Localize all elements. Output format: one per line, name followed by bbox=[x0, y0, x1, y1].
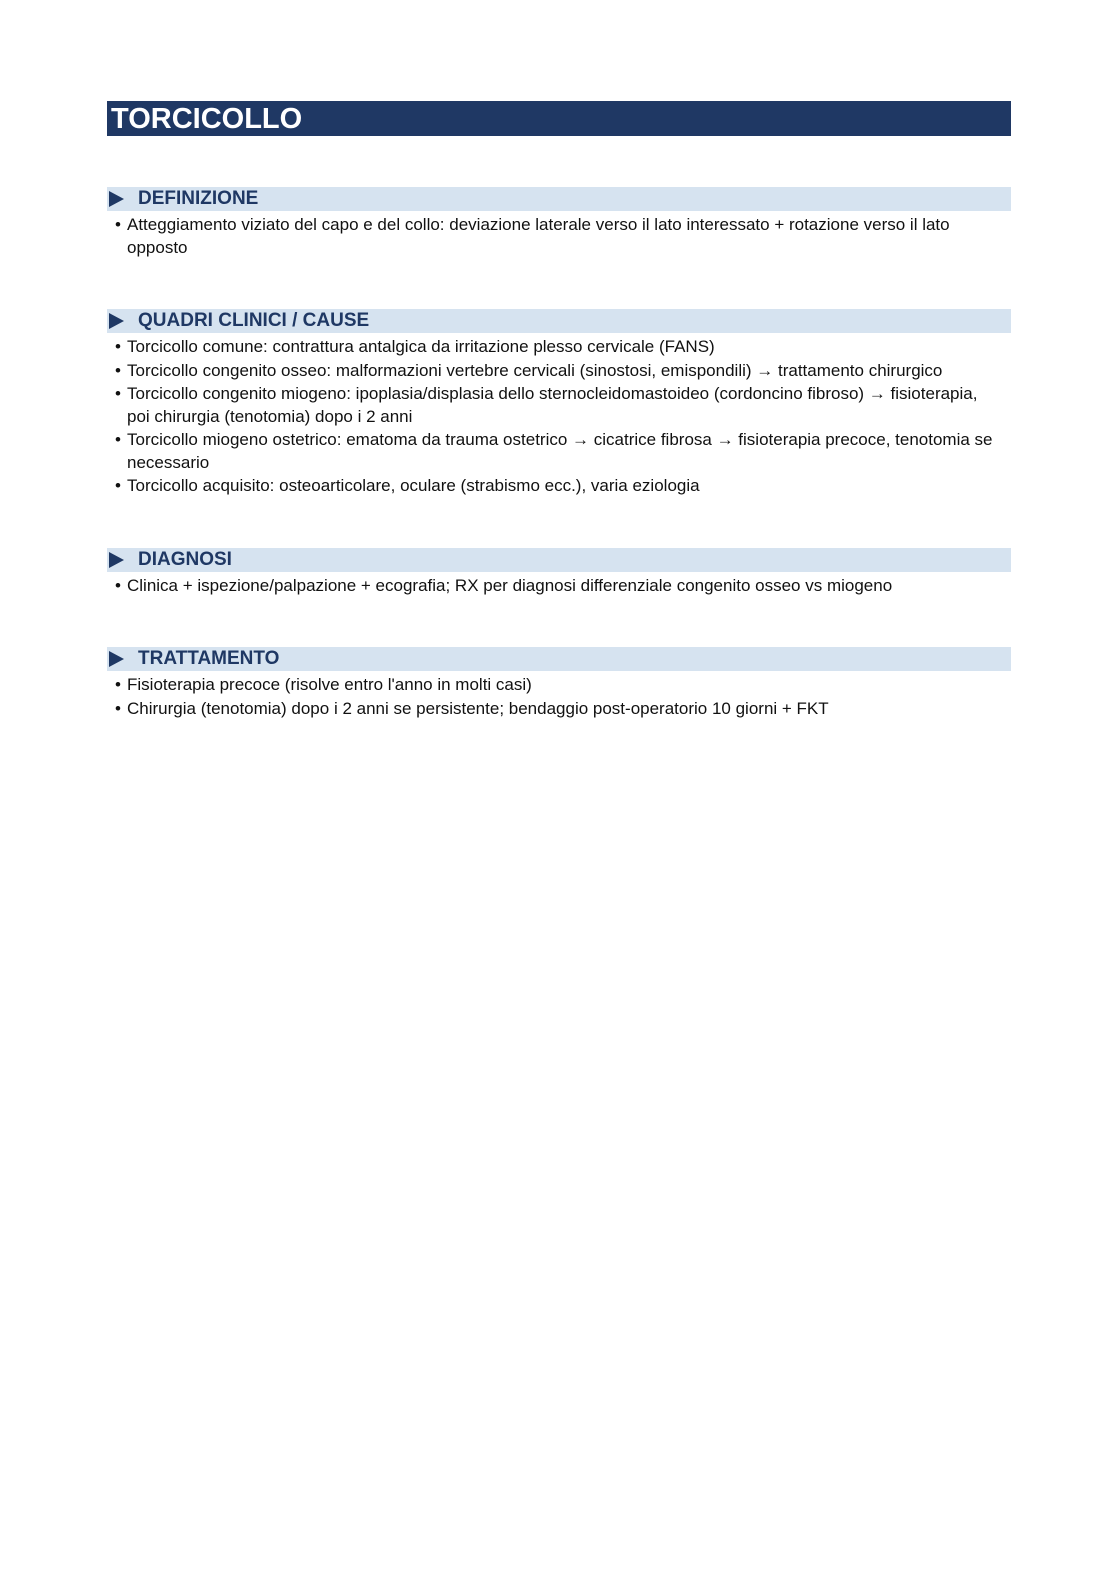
bullet-icon: • bbox=[115, 430, 121, 449]
list-item-text: Torcicollo congenito osseo: malformazioni vertebre cervicali (sinostosi, emispondili) → trattamento chirurgico bbox=[127, 360, 943, 380]
bullet-icon: • bbox=[115, 360, 121, 380]
list-item bbox=[107, 575, 1011, 598]
bullet-list bbox=[107, 336, 1011, 498]
list-item-text: Torcicollo acquisito: osteoarticolare, oculare (strabismo ecc.), varia eziologia bbox=[127, 476, 700, 495]
section bbox=[107, 309, 1011, 498]
section-heading-text: TRATTAMENTO bbox=[138, 648, 280, 669]
section-heading bbox=[107, 647, 1011, 671]
section bbox=[107, 187, 1011, 259]
section-heading bbox=[107, 187, 1011, 211]
section-heading-text: DIAGNOSI bbox=[138, 548, 232, 570]
bullet-icon: • bbox=[115, 575, 121, 595]
document-page bbox=[107, 101, 1011, 721]
page-title: TORCICOLLO bbox=[107, 101, 1011, 136]
triangle-bullet-icon bbox=[109, 651, 124, 667]
section-heading-text: DEFINIZIONE bbox=[138, 188, 259, 209]
section-heading bbox=[107, 309, 1011, 333]
bullet-icon: • bbox=[115, 698, 121, 718]
triangle-bullet-icon bbox=[109, 191, 124, 207]
triangle-bullet-icon bbox=[109, 552, 124, 568]
list-item bbox=[107, 214, 1011, 259]
list-item bbox=[107, 360, 1011, 383]
bullet-icon: • bbox=[115, 675, 121, 694]
list-item-text: Fisioterapia precoce (risolve entro l'anno in molti casi) bbox=[127, 675, 532, 694]
section bbox=[107, 548, 1011, 598]
list-item-text: Atteggiamento viziato del capo e del collo: deviazione laterale verso il lato interessato + rotazione verso il lato opposto bbox=[127, 215, 950, 257]
list-item-text: Torcicollo miogeno ostetrico: ematoma da trauma ostetrico → cicatrice fibrosa → fisioterapia precoce, tenotomia se necessario bbox=[127, 430, 993, 472]
list-item-text: Clinica + ispezione/palpazione + ecografia; RX per diagnosi differenziale congenito osseo vs miogeno bbox=[127, 575, 893, 595]
bullet-list bbox=[107, 575, 1011, 598]
list-item-text: Torcicollo comune: contrattura antalgica da irritazione plesso cervicale (FANS) bbox=[127, 337, 715, 356]
triangle-bullet-icon bbox=[109, 313, 124, 329]
section bbox=[107, 647, 1011, 720]
list-item bbox=[107, 383, 1011, 428]
bullet-list bbox=[107, 214, 1011, 259]
list-item bbox=[107, 429, 1011, 474]
list-item bbox=[107, 674, 1011, 697]
bullet-list bbox=[107, 674, 1011, 720]
list-item-text: Torcicollo congenito miogeno: ipoplasia/displasia dello sternocleidomastoideo (cordoncino fibroso) → fisioterapia, poi chirurgia (tenotomia) dopo i 2 anni bbox=[127, 384, 978, 426]
list-item-text: Chirurgia (tenotomia) dopo i 2 anni se persistente; bendaggio post-operatorio 10 giorni + FKT bbox=[127, 698, 829, 718]
bullet-icon: • bbox=[115, 476, 121, 495]
section-heading-text: QUADRI CLINICI / CAUSE bbox=[138, 310, 370, 331]
list-item bbox=[107, 475, 1011, 498]
bullet-icon: • bbox=[115, 384, 121, 403]
section-heading bbox=[107, 548, 1011, 572]
bullet-icon: • bbox=[115, 337, 121, 356]
list-item bbox=[107, 336, 1011, 359]
list-item bbox=[107, 698, 1011, 721]
bullet-icon: • bbox=[115, 215, 121, 234]
